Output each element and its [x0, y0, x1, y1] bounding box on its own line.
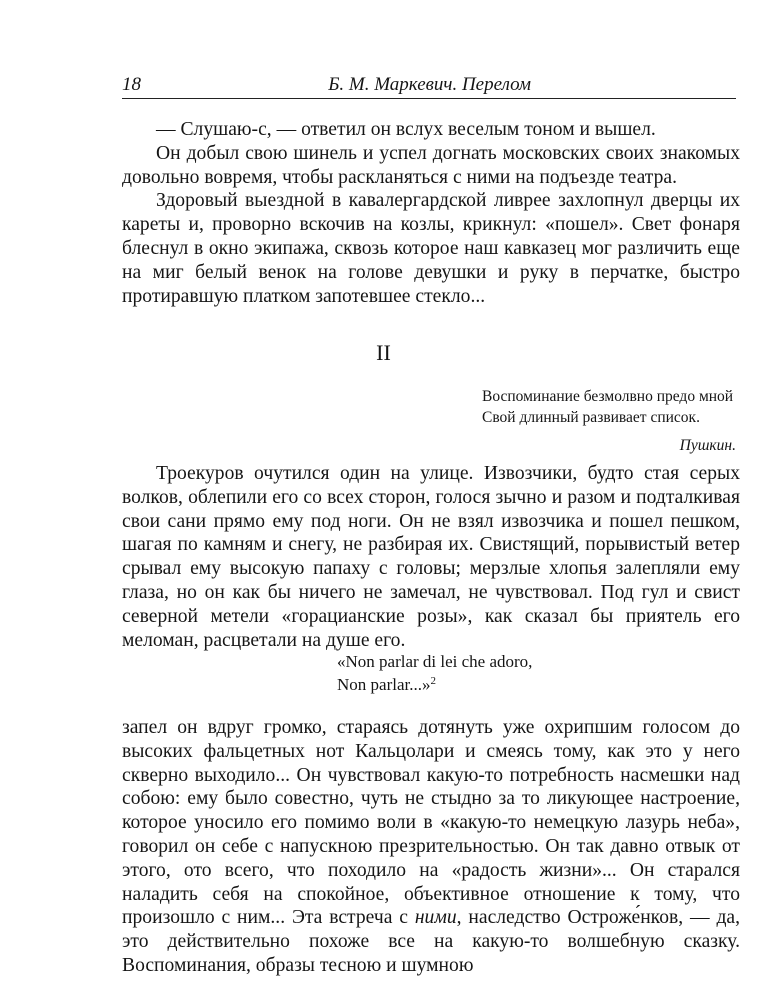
text-block-bottom	[122, 716, 740, 978]
chapter-number: II	[376, 340, 391, 365]
text-block-middle	[122, 462, 740, 652]
text-block-top	[122, 118, 740, 308]
page-header	[122, 60, 736, 99]
running-title: Б. М. Маркевич. Перелом	[328, 74, 531, 95]
italic-word: ними	[414, 907, 457, 929]
epigraph-line: Воспоминание безмолвно предо мной	[482, 388, 734, 405]
verse-quote	[337, 650, 532, 696]
paragraph-text: запел он вдруг громко, стараясь дотянуть уже охрипшим голосом до высоких фальцетных нот Кальцолари и смеясь тому, как это у него скверно выходило... Он чувствовал какую-то потребность насмешки над собою: ему было совестно, чуть не стыдно за то ликующее настроение, которое уносило его помимо воли в «какую-то немецкую лазурь неба», говорил он себе с напускною презрительностью. Он так давно отвык от этого, ото всего, что походило на «радость жизни»... Он старался наладить себя на спокойное, объективное отношение к тому, что произошло с ним... Эта встреча с	[122, 717, 740, 929]
paragraph: Троекуров очутился один на улице. Извозчики, будто стая серых волков, облепили его со всех сторон, голося зычно и разом и подталкивая свои сани прямо ему под ноги. Он не взял извозчика и пошел пешком, шагая по камням и снегу, не разбирая их. Свистящий, порывистый ветер срывал ему высокую папаху с головы; мерзлые хлопья залепляли ему глаза, но он как бы ничего не замечал, не чувствовал. Под гул и свист северной метели «горацианские розы», как сказал бы приятель его меломан, расцветали на душе его.	[122, 463, 740, 651]
epigraph	[482, 386, 744, 456]
epigraph-author: Пушкин.	[679, 437, 736, 454]
footnote-marker[interactable]: 2	[430, 675, 436, 687]
verse-line-text: Non parlar...»	[337, 675, 431, 694]
paragraph-text: , наследство Остроже́нков, — да, это действительно похоже все на какую-то волшебную сказку. Воспоминания, образы тесною и шумною	[122, 907, 741, 976]
page-number: 18	[122, 74, 141, 95]
epigraph-line: Свой длинный развивает список.	[482, 409, 700, 426]
paragraph: Здоровый выездной в кавалергардской ливрее захлопнул дверцы их кареты и, проворно вскочив на козлы, крикнул: «пошел». Свет фонаря блеснул в окно экипажа, сквозь которое наш кавказец мог различить еще на миг белый венок на голове девушки и руку в перчатке, быстро протиравшую платком запотевшее стекло...	[122, 190, 740, 307]
paragraph: — Слушаю-с, — ответил он вслух веселым тоном и вышел.	[156, 119, 656, 140]
verse-line: «Non parlar di lei che adoro,	[337, 652, 533, 671]
paragraph	[122, 716, 740, 978]
verse-line	[337, 673, 532, 696]
paragraph: Он добыл свою шинель и успел догнать московских своих знакомых довольно вовремя, чтобы раскланяться с ними на подъезде театра.	[122, 142, 740, 188]
